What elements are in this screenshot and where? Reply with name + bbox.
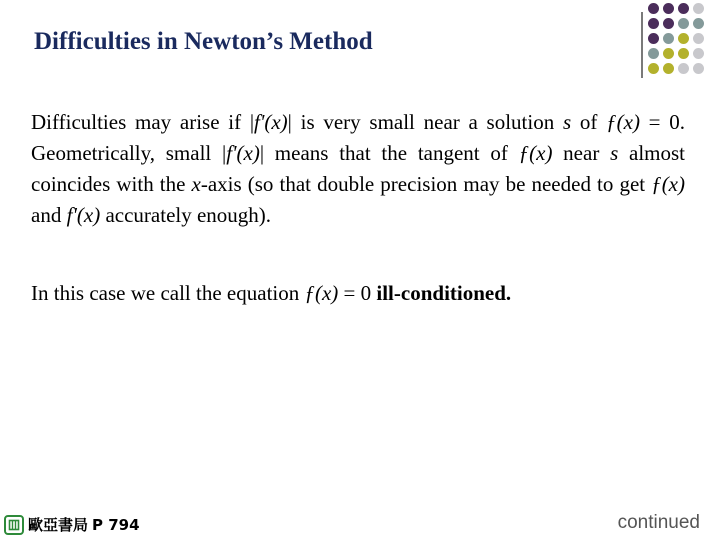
text: = 0 — [338, 281, 377, 305]
math-fprime-x: f'(x) — [66, 203, 101, 227]
publisher-name: 歐亞書局 — [28, 516, 89, 534]
publisher-logo-icon — [4, 515, 24, 535]
decorative-dot-grid — [648, 3, 706, 76]
math-s: s — [562, 110, 572, 134]
decorative-dot — [663, 63, 674, 74]
text: near — [552, 141, 611, 165]
publisher-footer — [4, 514, 140, 535]
text: and — [31, 203, 67, 227]
math-fprime-x: f'(x) — [226, 141, 260, 165]
text: -axis (so that double precision may be needed to get — [200, 172, 652, 196]
decorative-dot — [663, 3, 674, 14]
slide-title: Difficulties in Newton’s Method — [34, 28, 373, 55]
page-number: P 794 — [92, 515, 140, 534]
text: accurately enough). — [100, 203, 272, 227]
text: | means that the tangent of — [259, 141, 508, 165]
term-ill-conditioned: ill-conditioned. — [376, 281, 512, 305]
decorative-dot — [678, 63, 689, 74]
decorative-dot — [663, 48, 674, 59]
text: almost coincides with the — [31, 141, 686, 196]
text: Difficulties may arise if | — [31, 110, 255, 134]
decorative-dot — [678, 18, 689, 29]
math-fx: ƒ(x) — [606, 110, 640, 134]
decorative-dot — [693, 18, 704, 29]
math-x: x — [191, 172, 201, 196]
text: of — [571, 110, 598, 134]
math-fx: ƒ(x) — [518, 141, 553, 165]
text: = 0. Geometrically, small | — [31, 110, 685, 165]
text: | is very small near a solution — [287, 110, 563, 134]
decorative-dot — [693, 63, 704, 74]
decorative-dot — [663, 33, 674, 44]
decorative-dot — [678, 3, 689, 14]
math-fx: ƒ(x) — [304, 281, 339, 305]
decorative-dot — [648, 18, 659, 29]
decorative-dot — [693, 48, 704, 59]
decorative-dot — [648, 63, 659, 74]
decorative-dot — [693, 33, 704, 44]
math-s: s — [610, 141, 619, 165]
decorative-dot — [678, 48, 689, 59]
decorative-dot — [648, 48, 659, 59]
paragraph-ill-conditioned — [31, 278, 685, 309]
math-fprime-x: f'(x) — [254, 110, 288, 134]
paragraph-newton-difficulties — [31, 107, 685, 231]
decorative-dot — [693, 3, 704, 14]
continued-label: continued — [617, 512, 700, 533]
decorative-dot — [678, 33, 689, 44]
text: In this case we call the equation — [31, 281, 305, 305]
decorative-dot — [648, 33, 659, 44]
decorative-dot — [648, 3, 659, 14]
math-fx: ƒ(x) — [651, 172, 685, 196]
title-divider-line — [641, 12, 643, 78]
decorative-dot — [663, 18, 674, 29]
